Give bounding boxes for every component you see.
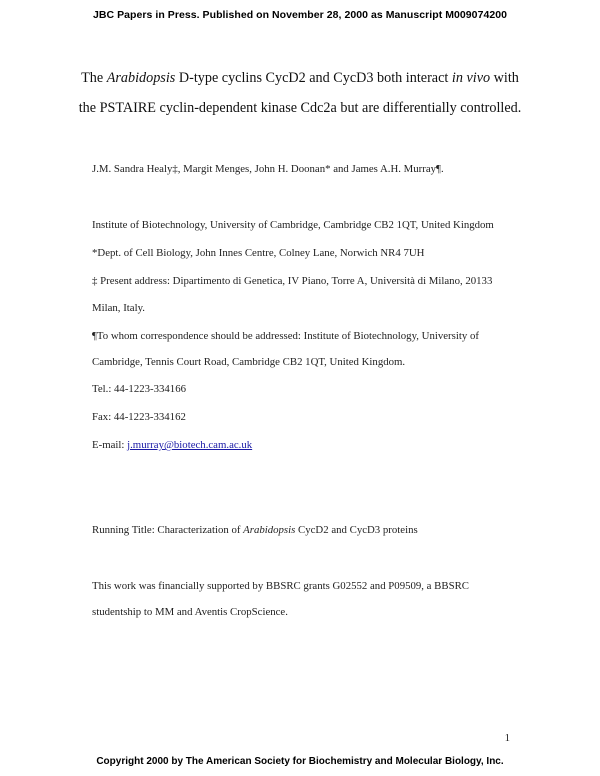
running-title	[92, 524, 532, 536]
running-title-text: Running Title: Characterization of	[92, 524, 244, 536]
title-text: D-type cyclins CycD2 and CycD3 both interact	[175, 70, 452, 86]
correspondence-line-2: Cambridge, Tennis Court Road, Cambridge CB2 1QT, United Kingdom.	[92, 356, 406, 368]
funding-line-2: studentship to MM and Aventis CropScience.	[92, 606, 288, 618]
affiliation-3-line-2: Milan, Italy.	[92, 302, 145, 314]
email-link[interactable]: j.murray@biotech.cam.ac.uk	[127, 439, 253, 451]
paper-title-line-2: the PSTAIRE cyclin-dependent kinase Cdc2a but are differentially controlled.	[78, 100, 522, 116]
affiliation-2: *Dept. of Cell Biology, John Innes Centre, Colney Lane, Norwich NR4 7UH	[92, 247, 425, 259]
running-title-text: CycD2 and CycD3 proteins	[295, 524, 418, 536]
title-italic-in-vivo: in vivo	[451, 70, 491, 86]
title-italic-genus: Arabidopsis	[106, 70, 176, 86]
copyright-footer: Copyright 2000 by The American Society for Biochemistry and Molecular Biology, Inc.	[96, 756, 504, 767]
paper-title-line-1	[40, 70, 560, 87]
title-text: with	[490, 70, 519, 86]
journal-header: JBC Papers in Press. Published on November 28, 2000 as Manuscript M009074200	[92, 9, 508, 21]
email-label: E-mail:	[92, 439, 128, 451]
correspondence-line-1: ¶To whom correspondence should be addressed: Institute of Biotechnology, University of	[92, 330, 479, 342]
funding-line-1: This work was financially supported by BBSRC grants G02552 and P09509, a BBSRC	[92, 580, 469, 592]
running-title-italic-genus: Arabidopsis	[243, 524, 296, 536]
title-text: The	[81, 70, 107, 86]
fax: Fax: 44-1223-334162	[92, 411, 186, 423]
affiliation-1: Institute of Biotechnology, University of Cambridge, Cambridge CB2 1QT, United Kingdom	[92, 219, 494, 231]
email-line	[92, 439, 532, 451]
telephone: Tel.: 44-1223-334166	[92, 383, 187, 395]
page-number: 1	[504, 732, 510, 744]
affiliation-3-line-1: ‡ Present address: Dipartimento di Genetica, IV Piano, Torre A, Università di Milano, 20133	[92, 275, 493, 287]
author-list: J.M. Sandra Healy‡, Margit Menges, John H. Doonan* and James A.H. Murray¶.	[92, 163, 444, 175]
